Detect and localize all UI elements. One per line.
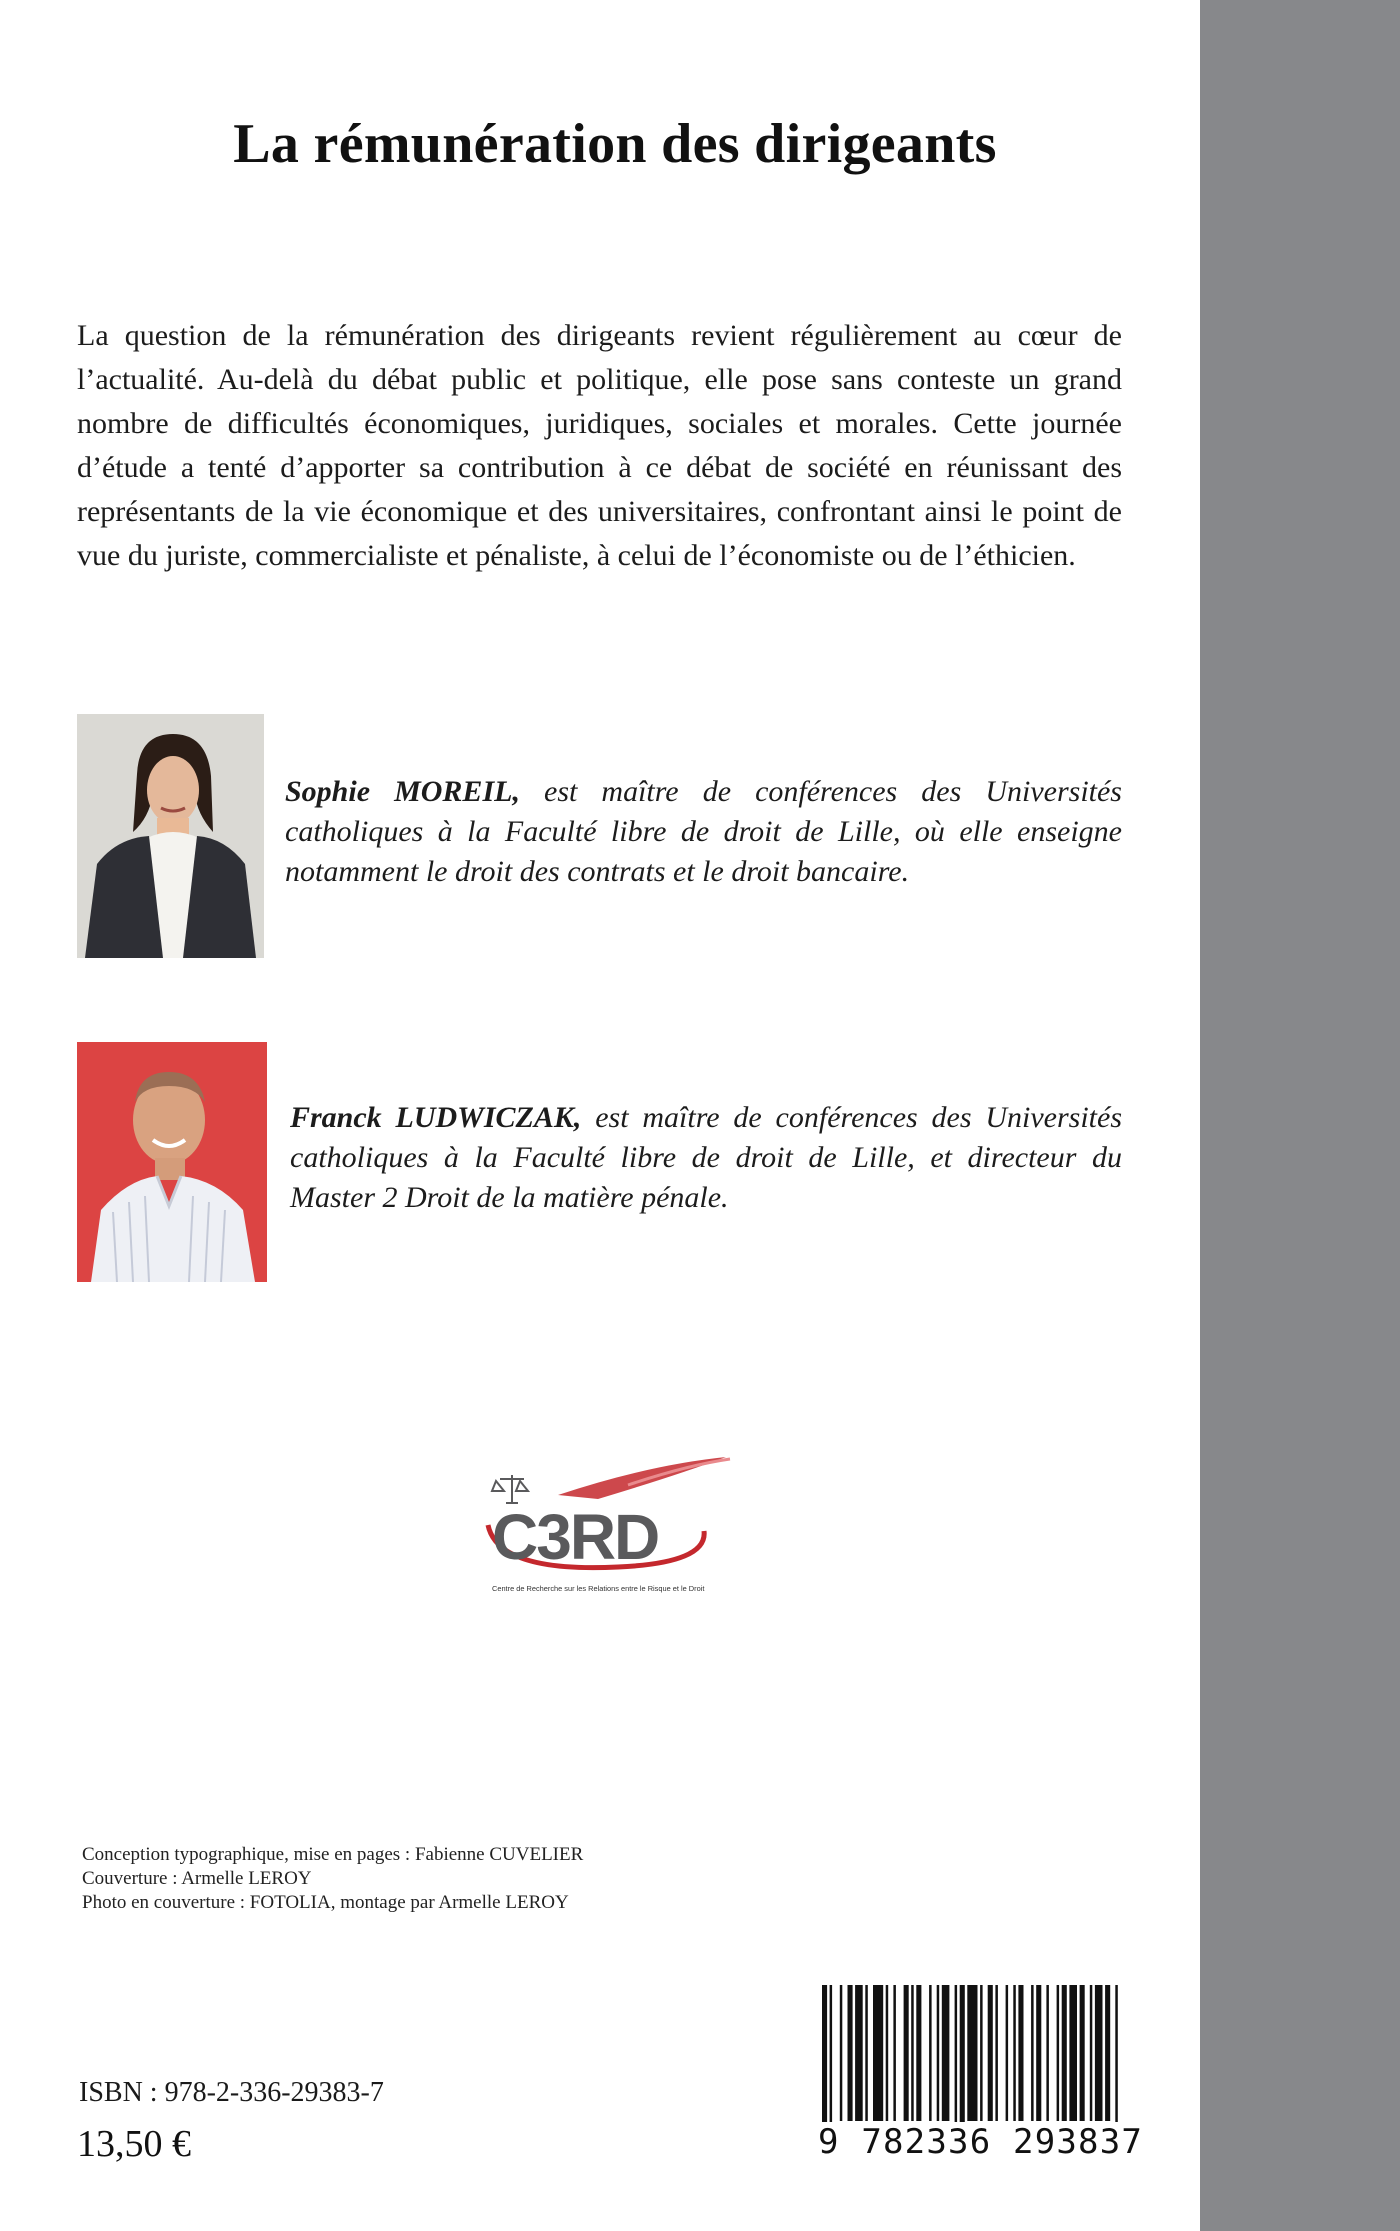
barcode-bar [822,1985,827,2135]
barcode-bar [830,1985,833,2135]
logo-caption: Centre de Recherche sur les Relations entre le Risque et le Droit [492,1584,705,1593]
barcode-bar [865,1985,868,2121]
barcode-bar [967,1985,977,2121]
barcode-bar [1031,1985,1034,2121]
barcode-digits: 9 782336 293837 [818,2122,1144,2162]
barcode-bar [1006,1985,1009,2121]
barcode-bar [980,1985,983,2121]
credits-block [82,1843,722,1915]
barcode-bar [960,1985,965,2135]
barcode-bar [1018,1985,1023,2121]
barcode-bar [995,1985,998,2121]
isbn: ISBN : 978-2-336-29383-7 [79,2077,384,2108]
barcode-bar [855,1985,863,2121]
barcode-bar [886,1985,889,2121]
author-bio-franck-ludwiczak [290,1098,1122,1218]
barcode-bar [1057,1985,1060,2121]
barcode-bar [1046,1985,1049,2121]
back-cover-blurb: La question de la rémunération des dirigeants revient régulièrement au cœur de l’actualité. Au-delà du débat public et politique, elle pose sans conteste un grand nombre de difficultés économiques, juridiques, sociales et morales. Cette journée d’étude a tenté d’apporter sa contribution à ce débat de société en réunissant des représentants de la vie économique et des universitaires, confrontant ainsi le point de vue du juriste, commercialiste et pénaliste, à celui de l’économiste ou de l’éthicien. [77,319,1122,572]
barcode-bar [929,1985,932,2121]
c3rd-logo [478,1455,748,1605]
logo-text: C3RD [492,1501,659,1573]
barcode-bar [893,1985,896,2121]
barcode-bar [955,1985,958,2135]
barcode-bar [937,1985,940,2121]
book-spine-band [1200,0,1400,2231]
author-name: Sophie MOREIL, [285,775,520,808]
barcode-bar [988,1985,993,2121]
credit-line-cover: Couverture : Armelle LEROY [82,1868,312,1889]
author-name: Franck LUDWICZAK, [290,1101,582,1134]
credit-line-photo: Photo en couverture : FOTOLIA, montage par Armelle LEROY [82,1892,569,1913]
scales-icon [492,1475,528,1503]
barcode-bar [904,1985,909,2121]
author-photo-sophie-moreil [77,714,264,958]
barcode-bar [1090,1985,1093,2121]
book-title: La rémunération des dirigeants [233,113,997,175]
barcode-bar [1095,1985,1103,2121]
author-bio-text: est maître de conférences des Universités catholiques à la Faculté libre de droit de Lille, et directeur du Master 2 Droit de la matière pénale. [290,1101,1122,1214]
barcode-bar [1080,1985,1085,2121]
barcode-bar [1062,1985,1067,2121]
barcode-bar [873,1985,883,2121]
barcode-bar [1069,1985,1077,2121]
barcode-bar [911,1985,914,2121]
credit-line-typography: Conception typographique, mise en pages : Fabienne CUVELIER [82,1844,584,1865]
price: 13,50 € [77,2123,191,2165]
barcode-bar [840,1985,843,2121]
barcode-bar [1036,1985,1041,2121]
barcode-bar [942,1985,950,2121]
author-bio-text: est maître de conférences des Universités catholiques à la Faculté libre de droit de Lille, où elle enseigne notamment le droit des contrats et le droit bancaire. [285,775,1122,888]
barcode-bar [916,1985,921,2121]
barcode-bar [1013,1985,1016,2121]
barcode-bar [1105,1985,1110,2121]
author-bio-sophie-moreil [285,772,1122,892]
barcode-bar [1115,1985,1118,2135]
barcode-bar [848,1985,853,2121]
author-photo-franck-ludwiczak [77,1042,267,1282]
